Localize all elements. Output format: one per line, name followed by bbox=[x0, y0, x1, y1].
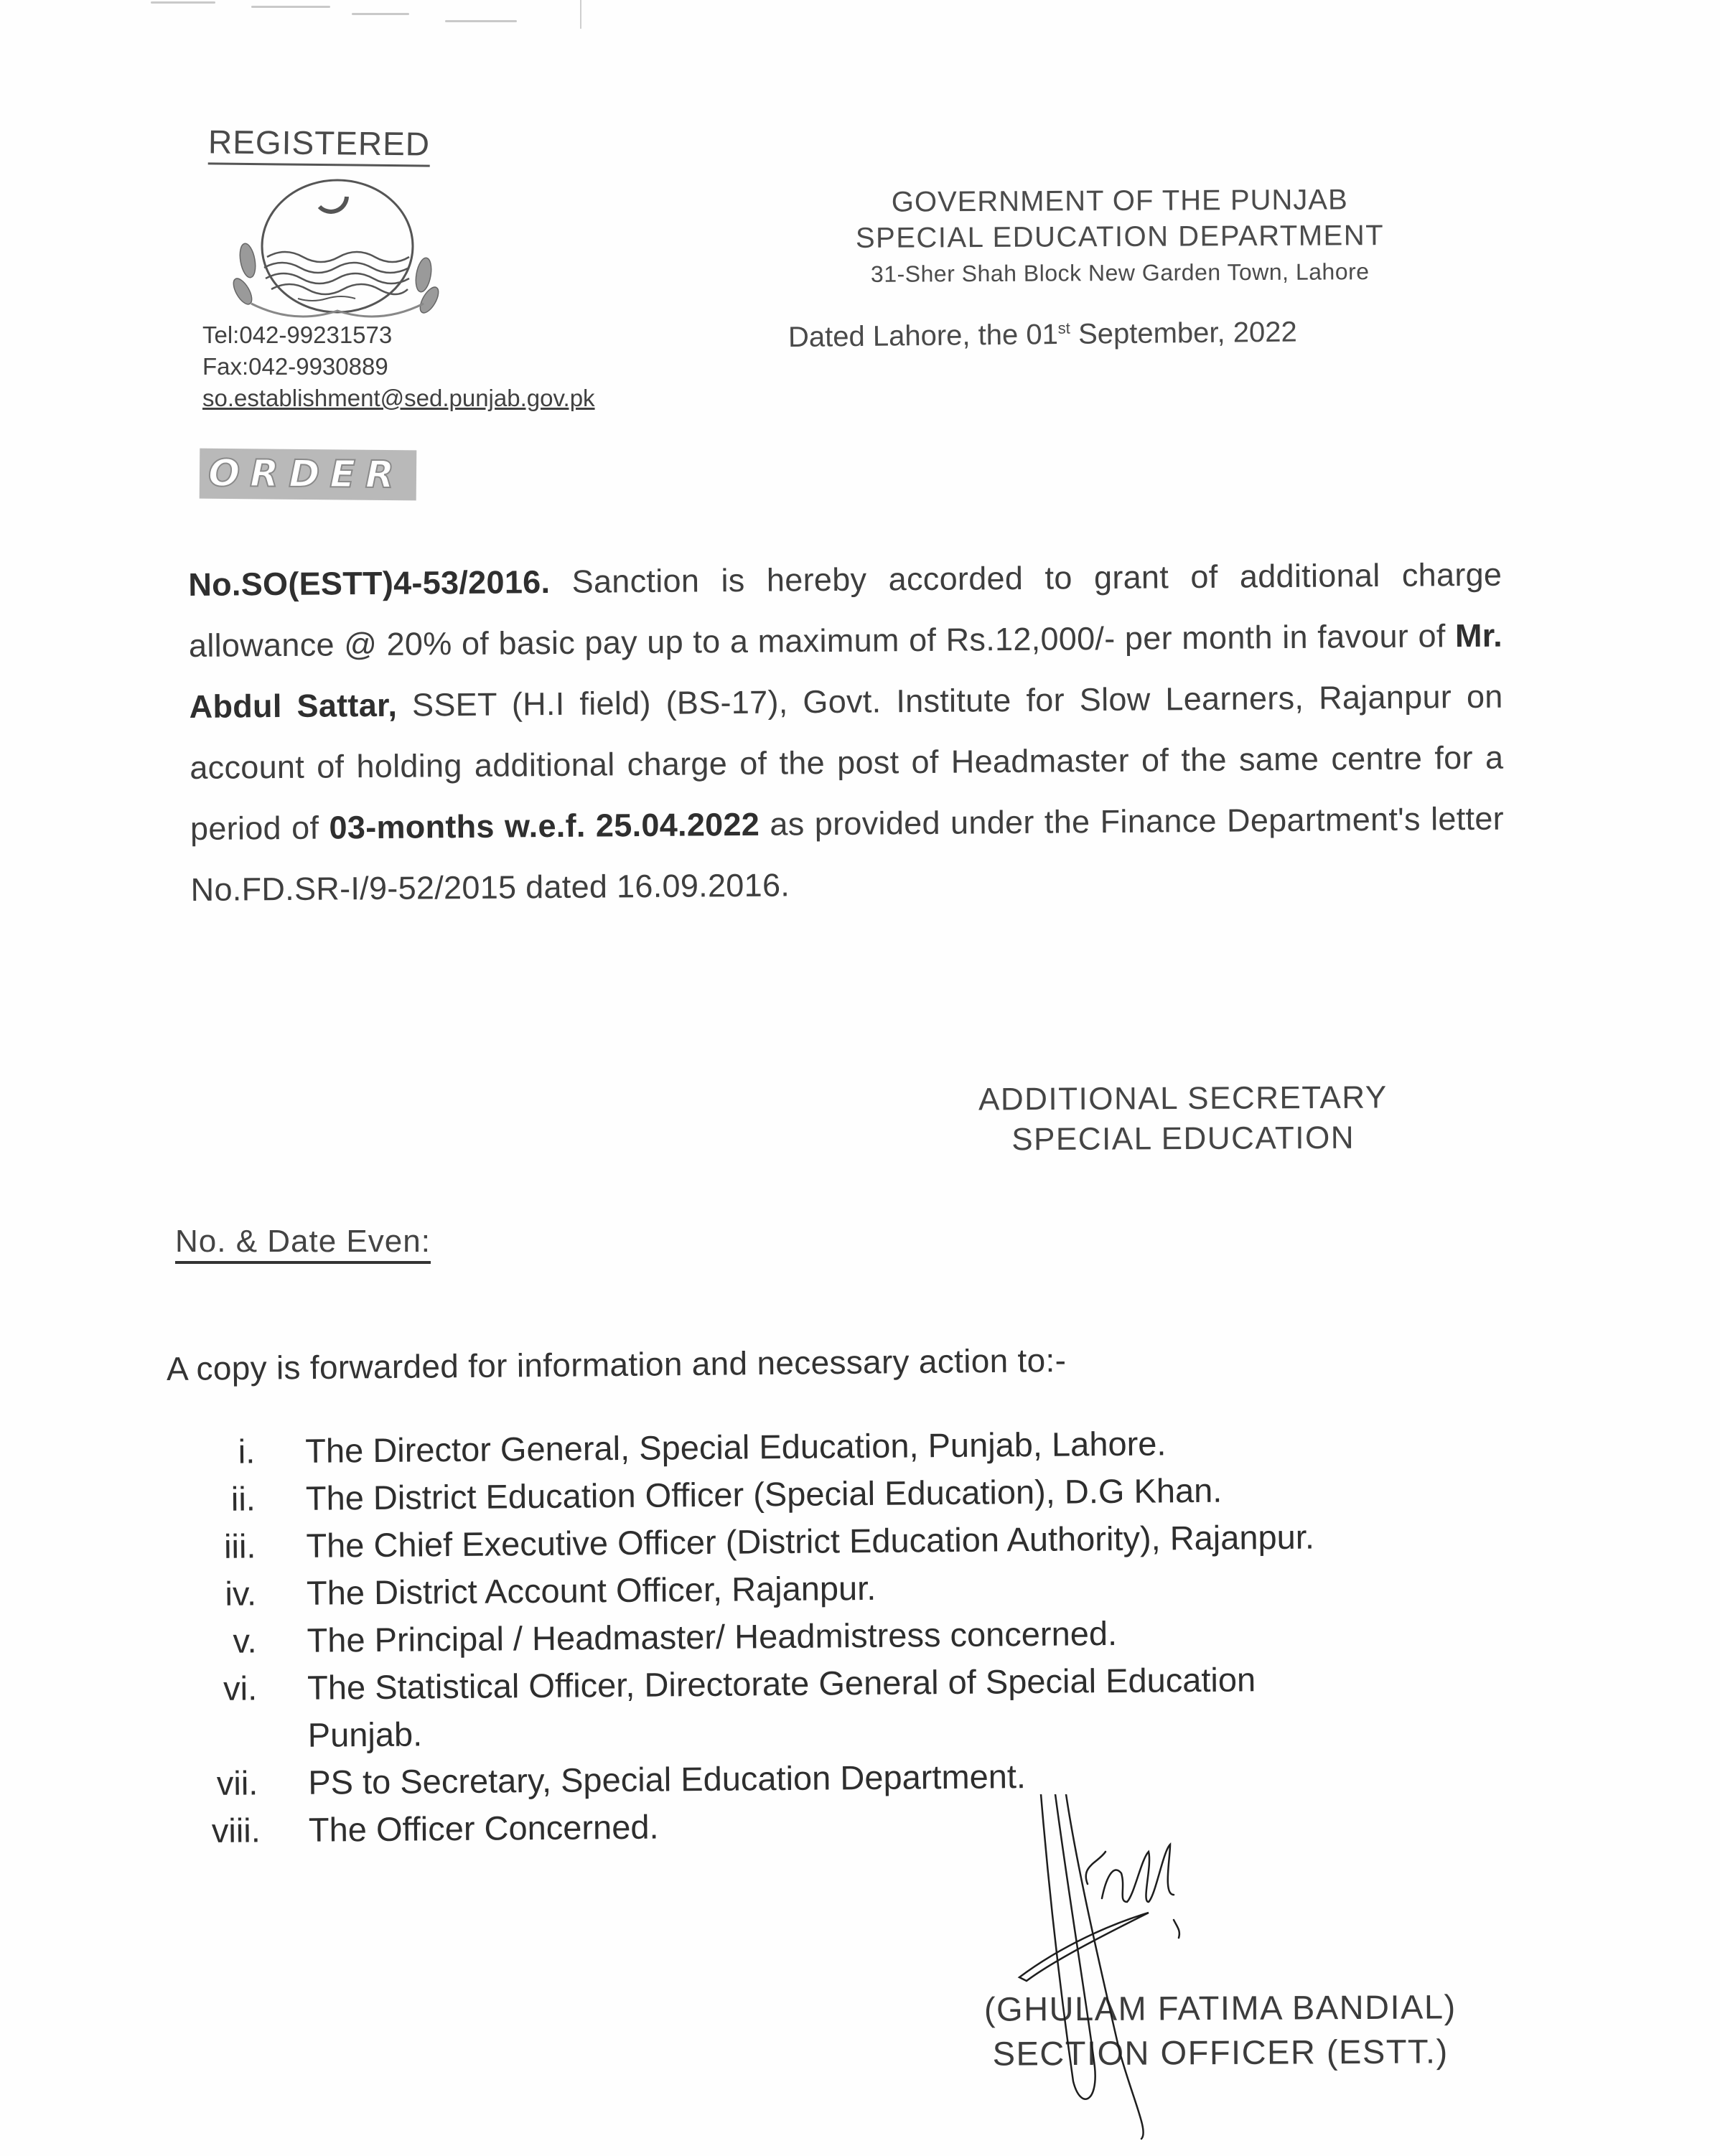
scan-artifact-top bbox=[151, 0, 581, 29]
order-body bbox=[188, 544, 1505, 920]
fax-number: Fax:042-9930889 bbox=[202, 353, 388, 380]
order-label: ORDER bbox=[207, 451, 405, 497]
list-item-number: iii. bbox=[223, 1527, 256, 1565]
list-item-text: The Chief Executive Officer (District Education Authority), Rajanpur. bbox=[306, 1517, 1315, 1565]
signatory-designation: SECTION OFFICER (ESTT.) bbox=[992, 2032, 1449, 2073]
employee-name: Mr. Abdul Sattar, bbox=[189, 617, 1503, 725]
reference-number: No.SO(ESTT)4-53/2016. bbox=[188, 563, 551, 603]
date-suffix: September, 2022 bbox=[1070, 316, 1297, 350]
list-item-number: viii. bbox=[211, 1811, 261, 1850]
list-item-number: i. bbox=[238, 1432, 256, 1471]
list-item-number: vi. bbox=[223, 1669, 258, 1707]
list-item-text: Punjab. bbox=[307, 1715, 423, 1754]
copy-forwarded-intro: A copy is forwarded for information and necessary action to:- bbox=[166, 1341, 1067, 1387]
department-header bbox=[826, 182, 1415, 292]
list-item-number: iv. bbox=[225, 1574, 257, 1613]
list-item-text: The Officer Concerned. bbox=[308, 1807, 659, 1849]
authority-department: SPECIAL EDUCATION bbox=[1011, 1120, 1355, 1158]
list-item-text: The District Account Officer, Rajanpur. bbox=[306, 1568, 877, 1612]
order-text-1: Sanction is hereby accorded to grant of additional charge allowance @ 20% of basic pay up to a maximum of Rs.12,000/- per month in favour of bbox=[188, 556, 1502, 664]
order-heading bbox=[200, 449, 417, 501]
signatory-block bbox=[933, 1984, 1508, 2076]
list-item-text: The Principal / Headmaster/ Headmistress concerned. bbox=[307, 1613, 1118, 1659]
list-item-text: The Statistical Officer, Directorate General of Special Education bbox=[307, 1660, 1256, 1707]
list-item-number: ii. bbox=[230, 1479, 256, 1518]
recipient-list bbox=[208, 1417, 1547, 1855]
charge-period: 03-months w.e.f. 25.04.2022 bbox=[329, 805, 760, 846]
order-text-3: as provided under the Finance Department's letter No.FD.SR-I/9-52/2015 dated 16.09.2016. bbox=[190, 800, 1505, 908]
signatory-name: (GHULAM FATIMA BANDIAL) bbox=[983, 1987, 1457, 2028]
document-date bbox=[788, 317, 1297, 354]
department-address: 31-Sher Shah Block New Garden Town, Lahore bbox=[870, 258, 1370, 287]
punjab-emblem-icon bbox=[223, 178, 445, 322]
list-item-text: The District Education Officer (Special Education), D.G Khan. bbox=[305, 1471, 1223, 1517]
issuing-authority bbox=[946, 1077, 1421, 1160]
date-ordinal: st bbox=[1057, 319, 1070, 337]
government-name: GOVERNMENT OF THE PUNJAB bbox=[891, 184, 1348, 218]
list-item-text: The Director General, Special Education, Punjab, Lahore. bbox=[305, 1424, 1167, 1470]
department-name: SPECIAL EDUCATION DEPARTMENT bbox=[855, 220, 1385, 254]
authority-title: ADDITIONAL SECRETARY bbox=[978, 1079, 1388, 1117]
registered-label: REGISTERED bbox=[208, 122, 431, 167]
telephone-number: Tel:042-99231573 bbox=[202, 322, 393, 348]
date-prefix: Dated Lahore, the 01 bbox=[787, 319, 1059, 353]
no-date-even-heading: No. & Date Even: bbox=[175, 1224, 431, 1264]
order-text-2: SSET (H.I field) (BS-17), Govt. Institute for Slow Learners, Rajanpur on account of holding additional charge of the post of Headmaster of the same centre for a period of bbox=[190, 678, 1504, 847]
email-address[interactable]: so.establishment@sed.punjab.gov.pk bbox=[202, 385, 595, 411]
contact-block bbox=[202, 319, 595, 414]
list-item-number: v. bbox=[233, 1621, 257, 1660]
list-item-number: vii. bbox=[216, 1763, 258, 1802]
list-item-text: PS to Secretary, Special Education Department. bbox=[308, 1757, 1027, 1801]
